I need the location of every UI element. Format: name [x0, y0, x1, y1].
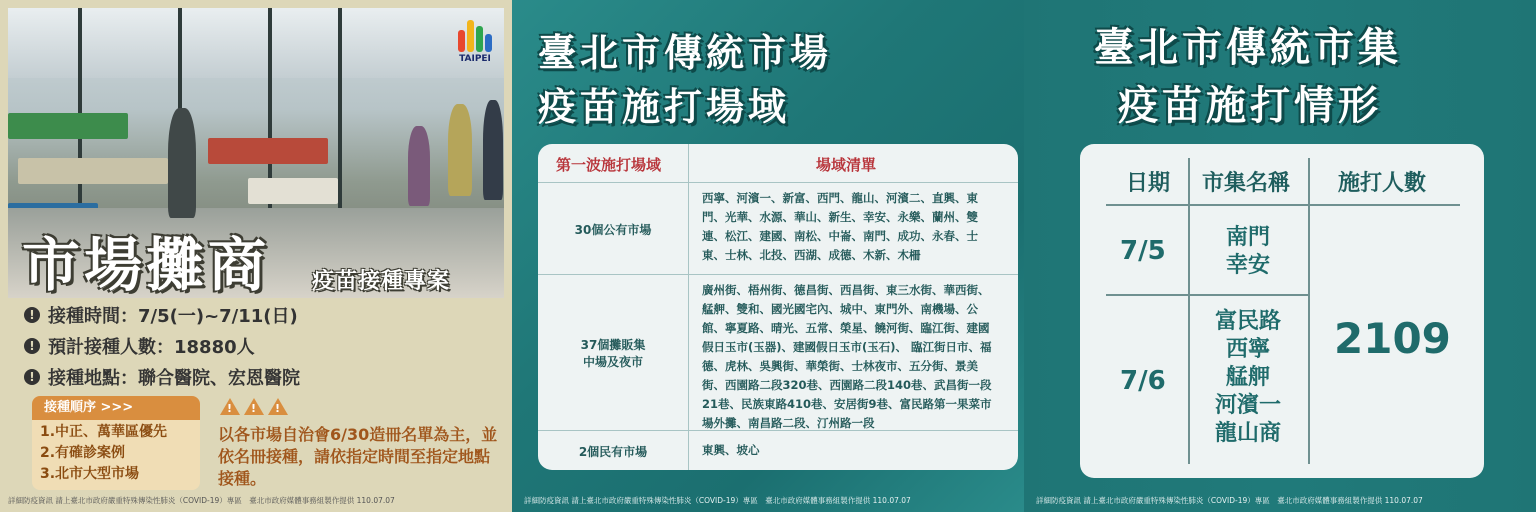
- row-date: 7/6: [1120, 366, 1166, 396]
- panel3-title-line1: 臺北市傳統市集: [1094, 25, 1402, 71]
- venue-table: [538, 144, 1018, 470]
- exclamation-icon: !: [24, 369, 40, 385]
- order-heading: 接種順序 >>>: [32, 396, 200, 420]
- table-row: [538, 430, 1018, 470]
- market-name: 河濱一: [1214, 393, 1281, 418]
- vaccination-status-panel: [1024, 0, 1536, 512]
- panel2-title-line1: 臺北市傳統市場: [538, 31, 833, 75]
- exclamation-icon: !: [24, 338, 40, 354]
- row-list: 廣州街、梧州街、德昌街、西昌街、東三水街、華西街、艋舺、雙和、國光國宅內、城中、東門外、南機場、公館、寧夏路、晴光、五常、榮星、饒河街、臨江街、建國假日玉市(玉器)、建國假日玉市(玉石)、 臨江街日市、福德、虎林、吳興街、華榮街、士林夜市、五分街、景美街、西園路二段320巷、西園路二段140巷、武昌街一段21巷、民族東路410巷、安居街9巷、富民路第一果菜市場外攤、南昌路二段、汀州路一段: [702, 283, 992, 430]
- warning-icon: !: [220, 398, 240, 415]
- main-title: 市場攤商: [22, 231, 271, 299]
- warning-icons: [220, 398, 288, 415]
- market-name: 南門: [1225, 225, 1270, 250]
- table-header: [538, 144, 1018, 182]
- footer-note: 詳細防疫資訊 請上臺北市政府嚴重特殊傳染性肺炎（COVID-19）專區 臺北市政府媒體事務組製作提供 110.07.07: [8, 496, 395, 505]
- footer-note: 詳細防疫資訊 請上臺北市政府嚴重特殊傳染性肺炎（COVID-19）專區 臺北市政府媒體事務組製作提供 110.07.07: [1036, 496, 1423, 505]
- info-time: [24, 302, 298, 328]
- status-table: [1080, 144, 1484, 478]
- warning-icon: !: [268, 398, 288, 415]
- info-count-text: 預計接種人數：18880人: [48, 337, 255, 358]
- row-markets: [1188, 308, 1308, 448]
- info-time-text: 接種時間：7/5(一)~7/11(日): [48, 306, 298, 327]
- row-list: 東興、坡心: [702, 443, 760, 457]
- taipei-logo: [452, 14, 498, 64]
- col-header-list: 場域清單: [816, 156, 877, 174]
- exclamation-icon: !: [24, 307, 40, 323]
- row-date: 7/5: [1120, 236, 1166, 266]
- panel2-title-line2: 疫苗施打場域: [538, 85, 791, 129]
- row-list: 西寧、河濱一、新富、西門、龍山、河濱二、直興、東門、光華、水源、華山、新生、幸安、永樂、蘭州、雙連、松江、建國、南松、中崙、南門、成功、永春、士東、士林、北投、西湖、成德、木新、木柵: [702, 191, 978, 262]
- row-markets: [1188, 224, 1308, 280]
- market-name: 幸安: [1225, 253, 1270, 278]
- order-item: 2.有確診案例: [40, 445, 126, 461]
- row-category: 37個攤販集中場及夜市: [580, 338, 646, 369]
- notice-text: 以各市場自治會6/30造冊名單為主，並依名冊接種，請依指定時間至指定地點接種。: [218, 425, 498, 488]
- logo-text: TAIPEI: [459, 54, 491, 64]
- total-count: 2109: [1334, 314, 1451, 363]
- info-count: [24, 333, 255, 359]
- row-category: 2個民有市場: [578, 444, 648, 459]
- table-row: [538, 182, 1018, 275]
- market-name: 龍山商: [1214, 421, 1281, 446]
- col-header-date: 日期: [1126, 171, 1171, 196]
- market-venues-panel: [512, 0, 1024, 512]
- info-location: [24, 364, 300, 390]
- market-name: 西寧: [1225, 337, 1270, 362]
- warning-icon: !: [244, 398, 264, 415]
- subtitle: 疫苗接種專案: [312, 269, 451, 294]
- col-header-market: 市集名稱: [1202, 171, 1291, 196]
- order-box: [32, 396, 200, 490]
- order-item: 1.中正、萬華區優先: [40, 424, 168, 440]
- footer-note: 詳細防疫資訊 請上臺北市政府嚴重特殊傳染性肺炎（COVID-19）專區 臺北市政府媒體事務組製作提供 110.07.07: [524, 496, 911, 505]
- info-location-text: 接種地點：聯合醫院、宏恩醫院: [48, 368, 300, 389]
- row-category: 30個公有市場: [574, 222, 652, 237]
- col-header-count: 施打人數: [1338, 171, 1427, 196]
- vendor-vaccination-panel: [0, 0, 512, 512]
- table-row: [538, 274, 1018, 431]
- market-name: 艋舺: [1225, 365, 1270, 390]
- panel3-title-line2: 疫苗施打情形: [1118, 83, 1382, 129]
- col-header-wave: 第一波施打場域: [556, 156, 662, 174]
- order-item: 3.北市大型市場: [40, 466, 140, 482]
- market-name: 富民路: [1214, 309, 1281, 334]
